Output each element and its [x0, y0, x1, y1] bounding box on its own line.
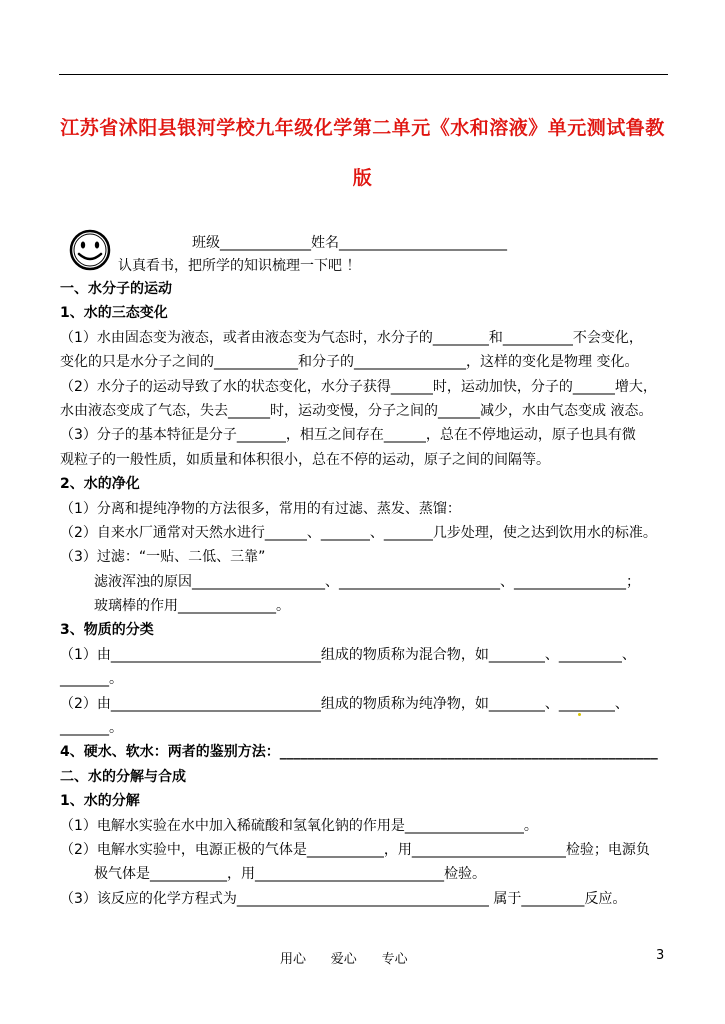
line-2: 1、水的三态变化: [60, 305, 168, 322]
smiley-face-icon: [68, 228, 112, 272]
line-17: _______。: [60, 671, 123, 688]
line-18: （2）由______________________________组成的物质称为纯净物，如________、________、: [60, 695, 629, 712]
line-21: 二、水的分解与合成: [60, 768, 186, 785]
line-20: 4、硬水、软水：两者的鉴别方法：______________________________________________________: [60, 744, 658, 761]
worksheet-body: [60, 277, 675, 911]
line-5: （2）水分子的运动导致了水的状态变化，水分子获得______时，运动加快，分子的______增大，: [60, 378, 657, 395]
line-1: 一、水分子的运动: [60, 281, 172, 297]
line-4: 变化的只是水分子之间的____________和分子的________________，这样的变化是物理 变化。: [60, 354, 639, 371]
footer-motto: 用心 爱心 专心: [280, 952, 408, 967]
line-26: （3）该反应的化学方程式为____________________________________ 属于_________反应。: [60, 890, 627, 907]
intro-text: 认真看书，把所学的知识梳理一下吧 ！: [118, 258, 361, 274]
line-19: _______。: [60, 720, 123, 737]
class-name-line: 班级_____________姓名________________________: [192, 235, 507, 251]
line-14: 玻璃棒的作用______________。: [94, 598, 290, 615]
line-7: （3）分子的基本特征是分子_______，相互之间存在______，总在不停地运动，原子也具有微: [60, 427, 636, 444]
document-title: [50, 103, 675, 203]
line-25: 极气体是___________，用___________________________检验。: [94, 866, 486, 883]
page-number: 3: [656, 948, 665, 963]
line-6: 水由液态变成了气态，失去______时，运动变慢，分子之间的______减少，水由气态变成 液态。: [60, 402, 653, 419]
title-line-2: 版: [352, 167, 373, 189]
line-12: （3）过滤：“一贴、二低、三靠”: [60, 549, 266, 566]
line-8: 观粒子的一般性质，如质量和体积很小，总在不停的运动，原子之间的间隔等。: [60, 451, 550, 468]
line-22: 1、水的分解: [60, 793, 140, 810]
header-rule: [59, 74, 668, 75]
title-line-1: 江苏省沭阳县银河学校九年级化学第二单元《水和溶液》单元测试鲁教: [60, 117, 665, 139]
line-9: 2、水的净化: [60, 476, 140, 493]
line-23: （1）电解水实验在水中加入稀硫酸和氢氧化钠的作用是_________________。: [60, 817, 538, 834]
line-16: （1）由______________________________组成的物质称为混合物，如________、_________、: [60, 646, 636, 663]
stray-mark: [578, 713, 581, 716]
line-15: 3、物质的分类: [60, 622, 154, 639]
line-24: （2）电解水实验中，电源正极的气体是___________，用______________________检验；电源负: [60, 841, 650, 858]
line-10: （1）分离和提纯净物的方法很多，常用的有过滤、蒸发、蒸馏：: [60, 500, 461, 517]
line-3: （1）水由固态变为液态，或者由液态变为气态时，水分子的________和__________不会变化，: [60, 329, 643, 346]
line-13: 滤液浑浊的原因___________________、_______________________、________________；: [94, 573, 640, 590]
line-11: （2）自来水厂通常对天然水进行______、_______、_______几步处理，使之达到饮用水的标准。: [60, 524, 657, 541]
